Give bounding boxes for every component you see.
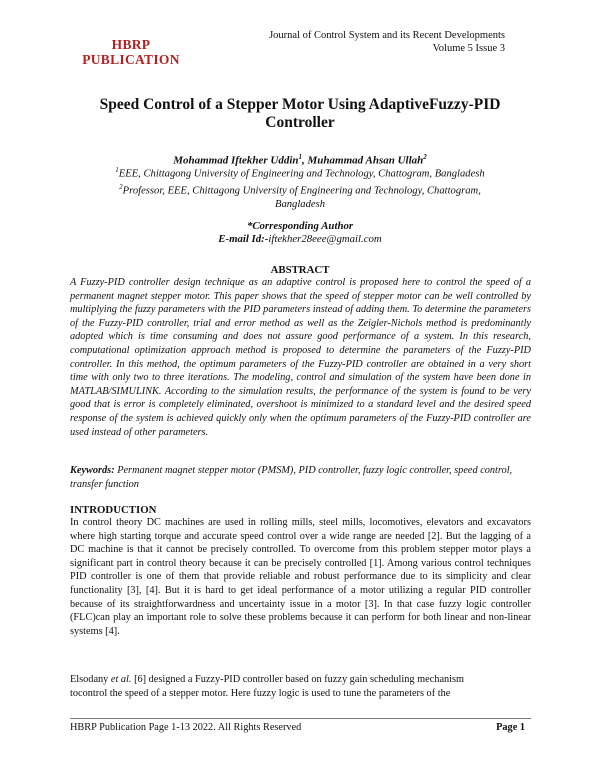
page-number: Page 1	[496, 722, 525, 733]
paper-title-line1: Speed Control of a Stepper Motor Using AdaptiveFuzzy-PID	[99, 96, 501, 113]
journal-header	[269, 29, 505, 55]
volume-issue: Volume 5 Issue 3	[432, 43, 505, 54]
paragraph-2-line1-text: [6] designed a Fuzzy-PID controller based on fuzzy gain scheduling mechanism	[131, 674, 465, 685]
affiliation-1-text: EEE, Chittagong University of Engineering and Technology, Chattogram, Bangladesh	[118, 168, 485, 180]
author-2: Muhammad Ahsan Ullah	[307, 154, 424, 167]
author-1: Mohammad Iftekher Uddin	[173, 154, 299, 167]
email-line	[70, 233, 530, 246]
keywords-text: Permanent magnet stepper motor (PMSM), PID controller, fuzzy logic controller, speed control, transfer function	[70, 465, 513, 490]
affiliation-2-text: Professor, EEE, Chittagong University of Engineering and Technology, Chattogram,	[122, 185, 481, 197]
paragraph-2-line2: tocontrol the speed of a stepper motor. Here fuzzy logic is used to tune the parameters of the	[70, 687, 451, 699]
author-2-affil-mark: 2	[423, 153, 427, 161]
footer-copyright: HBRP Publication Page 1-13 2022. All Rights Reserved	[70, 722, 302, 733]
introduction-paragraph-2	[70, 673, 531, 700]
paragraph-2-line1	[70, 673, 531, 687]
author-separator: ,	[302, 154, 308, 167]
et-al: et al.	[110, 674, 132, 685]
corresponding-author-block	[70, 220, 530, 246]
publisher-logo-line2: PUBLICATION	[82, 52, 180, 67]
abstract-heading: ABSTRACT	[270, 264, 330, 276]
introduction-paragraph-1: In control theory DC machines are used in rolling mills, steel mills, locomotives, elevators and excavators where high starting torque and accurate speed control over a wide range are needed [2]. But the lagging of a DC machine is that it cannot be precisely controlled. To overcome from this problem stepper motor plays a significant part in control theory because it can be precisely controlled [1]. Among various control techniques PID controller is one of them that provide reliable and robust performance due to its simplicity and clear functionality [3], [4]. But it is hard to get ideal performance of a motor utilizing a regular PID controller because of its straightforwardness and uncertainty issue in a motor [3]. In that case fuzzy logic controller (FLC)can play an important role to solve these problems because it can perform for both linear and non-linear systems [4].	[70, 517, 531, 637]
email-link[interactable]: iftekher28eee@gmail.com	[268, 233, 382, 245]
cited-author: Elsodany	[70, 674, 111, 685]
affiliation-1-mark: 1	[115, 166, 119, 174]
email-label: E-mail Id:-	[218, 233, 269, 245]
affiliation-2-continued: Bangladesh	[274, 199, 326, 211]
affiliation-2	[80, 181, 520, 198]
journal-name: Journal of Control System and its Recent Developments	[269, 30, 505, 41]
abstract-text: A Fuzzy-PID controller design technique as an adaptive control is proposed here to control the speed of a permanent magnet stepper motor. This paper shows that the speed of stepper motor can be well controlled by multiplying the fuzzy parameters with the PID parameters instead of adding them. To determine the parameters of the Fuzzy-PID controller, trial and error method as well as the Zeigler-Nichols method is predominantly adopted which is time consuming and does not assure good performance of a system. In this research, computational optimization approach method is proposed to determine the parameters of the Fuzzy-PID controller. In this method, the optimum parameters of the Fuzzy-PID controller are obtained in a very short time with only two to three iterations. The modeling, control and simulation of the system have been done in MATLAB/SIMULINK. According to the simulation results, the performance of the system is found to be very good that is error is completely eliminated, overshoot is minimized to a standard level and the desired speed response of the system is achieved quickly only when the optimum parameters of the Fuzzy-PID controller are used instead of other parameters.	[70, 277, 531, 438]
publisher-logo-line1: HBRP	[111, 37, 151, 52]
introduction-heading: INTRODUCTION	[70, 504, 157, 516]
affiliation-2-mark: 2	[119, 183, 123, 192]
keywords	[70, 464, 531, 491]
footer-divider	[70, 718, 531, 719]
keywords-label: Keywords:	[70, 465, 115, 476]
publisher-logo	[74, 37, 188, 67]
affiliation-1	[80, 164, 520, 181]
author-1-affil-mark: 1	[298, 153, 303, 161]
corresponding-author-label: *Corresponding Author	[246, 220, 354, 232]
paper-title-line2: Controller	[265, 114, 335, 131]
paper-title	[70, 96, 530, 132]
affiliations	[80, 164, 520, 212]
